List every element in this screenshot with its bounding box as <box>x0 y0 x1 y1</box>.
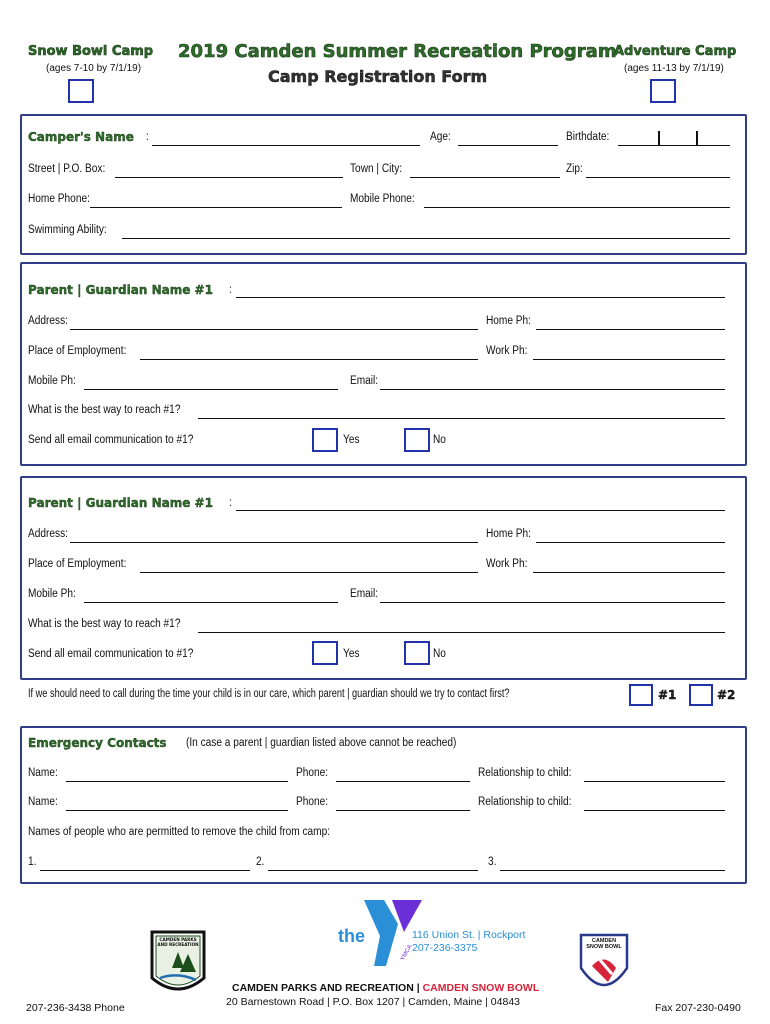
home-phone-field[interactable] <box>90 207 342 208</box>
footer-org-line <box>232 982 539 994</box>
emergency1-relationship-label: Relationship to child: <box>478 767 572 779</box>
guardian1-title-colon: : <box>229 284 232 296</box>
guardian1-title: Parent | Guardian Name #1 <box>28 283 213 297</box>
adventure-camp-ages: (ages 11-13 by 7/1/19) <box>624 63 724 74</box>
street-field[interactable] <box>115 177 343 178</box>
guardian1-email-label: Email: <box>350 375 379 387</box>
camper-name-colon: : <box>146 131 149 143</box>
guardian2-reach-label: What is the best way to reach #1? <box>28 618 181 630</box>
guardian1-yes-label: Yes <box>343 434 360 446</box>
guardian1-home-ph-field[interactable] <box>536 329 725 330</box>
emergency2-phone-label: Phone: <box>296 796 329 808</box>
guardian2-address-field[interactable] <box>70 542 478 543</box>
guardian1-work-ph-field[interactable] <box>533 359 725 360</box>
guardian2-mobile-ph-label: Mobile Ph: <box>28 588 76 600</box>
street-label: Street | P.O. Box: <box>28 163 106 175</box>
guardian2-employment-label: Place of Employment: <box>28 558 127 570</box>
camden-snow-bowl-logo-text: CAMDEN SNOW BOWL <box>586 938 622 950</box>
emergency1-phone-label: Phone: <box>296 767 329 779</box>
permitted-1-label: 1. <box>28 856 37 868</box>
footer-fax: Fax 207-230-0490 <box>655 1002 741 1014</box>
guardian2-mobile-ph-field[interactable] <box>84 602 338 603</box>
page-title: 2019 Camden Summer Recreation Program <box>178 41 617 62</box>
emergency1-relationship-field[interactable] <box>584 781 725 782</box>
camden-parks-logo-text: CAMDEN PARKS AND RECREATION <box>157 937 199 947</box>
guardian2-yes-checkbox[interactable] <box>312 641 338 665</box>
mobile-phone-field[interactable] <box>424 207 730 208</box>
guardian2-home-ph-label: Home Ph: <box>486 528 532 540</box>
emergency1-phone-field[interactable] <box>336 781 470 782</box>
guardian2-yes-label: Yes <box>343 648 360 660</box>
home-phone-label: Home Phone: <box>28 193 90 205</box>
guardian2-email-field[interactable] <box>380 602 725 603</box>
emergency1-name-label: Name: <box>28 767 58 779</box>
zip-label: Zip: <box>566 163 583 175</box>
age-field[interactable] <box>458 145 558 146</box>
camper-name-label: Camper's Name <box>28 130 134 144</box>
guardian1-name-field[interactable] <box>236 297 725 298</box>
snow-bowl-camp-checkbox[interactable] <box>68 79 94 103</box>
guardian2-reach-field[interactable] <box>198 632 725 633</box>
guardian1-employment-label: Place of Employment: <box>28 345 127 357</box>
contact-first-2-checkbox[interactable] <box>689 684 713 706</box>
guardian2-title-colon: : <box>229 497 232 509</box>
permitted-2-label: 2. <box>256 856 265 868</box>
guardian2-work-ph-label: Work Ph: <box>486 558 528 570</box>
emergency2-name-field[interactable] <box>66 810 288 811</box>
guardian1-address-label: Address: <box>28 315 68 327</box>
guardian1-work-ph-label: Work Ph: <box>486 345 528 357</box>
guardian2-home-ph-field[interactable] <box>536 542 725 543</box>
adventure-camp-title: Adventure Camp <box>614 44 737 59</box>
camden-snow-bowl-logo <box>578 932 630 998</box>
ymca-address: 116 Union St. | Rockport <box>412 929 526 941</box>
guardian1-email-field[interactable] <box>380 389 725 390</box>
birthdate-divider <box>658 131 660 145</box>
birthdate-divider <box>696 131 698 145</box>
permitted-1-field[interactable] <box>40 870 250 871</box>
permitted-3-field[interactable] <box>500 870 725 871</box>
guardian1-send-email-label: Send all email communication to #1? <box>28 434 194 446</box>
ymca-the: the <box>338 926 365 946</box>
contact-first-2-label: #2 <box>717 688 736 702</box>
footer-address: 20 Barnestown Road | P.O. Box 1207 | Camden, Maine | 04843 <box>226 996 521 1008</box>
guardian1-mobile-ph-field[interactable] <box>84 389 338 390</box>
swimming-label: Swimming Ability: <box>28 224 107 236</box>
adventure-camp-checkbox[interactable] <box>650 79 676 103</box>
footer-phone: 207-236-3438 Phone <box>26 1002 125 1014</box>
birthdate-field[interactable] <box>618 145 730 146</box>
permitted-2-field[interactable] <box>268 870 478 871</box>
ymca-small-text: YMCA <box>399 943 414 963</box>
guardian1-address-field[interactable] <box>70 329 478 330</box>
contact-first-1-label: #1 <box>658 688 677 702</box>
snow-bowl-camp-title: Snow Bowl Camp <box>28 44 154 59</box>
guardian2-send-email-label: Send all email communication to #1? <box>28 648 194 660</box>
emergency2-name-label: Name: <box>28 796 58 808</box>
emergency2-phone-field[interactable] <box>336 810 470 811</box>
emergency-title: Emergency Contacts <box>28 736 167 750</box>
snow-bowl-ages: (ages 7-10 by 7/1/19) <box>46 63 142 74</box>
guardian2-employment-field[interactable] <box>140 572 478 573</box>
age-label: Age: <box>430 131 451 143</box>
footer-org-parks: CAMDEN PARKS AND RECREATION <box>232 982 414 994</box>
town-label: Town | City: <box>350 163 403 175</box>
permitted-3-label: 3. <box>488 856 497 868</box>
permitted-label: Names of people who are permitted to remove the child from camp: <box>28 826 331 838</box>
form-title: Camp Registration Form <box>268 67 488 86</box>
emergency2-relationship-field[interactable] <box>584 810 725 811</box>
emergency2-relationship-label: Relationship to child: <box>478 796 572 808</box>
birthdate-label: Birthdate: <box>566 131 610 143</box>
guardian2-name-field[interactable] <box>236 510 725 511</box>
ymca-phone: 207-236-3375 <box>412 942 478 954</box>
guardian1-no-checkbox[interactable] <box>404 428 430 452</box>
guardian2-no-label: No <box>433 648 446 660</box>
footer-org-sep: | <box>413 982 423 994</box>
emergency1-name-field[interactable] <box>66 781 288 782</box>
guardian2-work-ph-field[interactable] <box>533 572 725 573</box>
guardian1-yes-checkbox[interactable] <box>312 428 338 452</box>
camper-name-field[interactable] <box>152 145 420 146</box>
mobile-phone-label: Mobile Phone: <box>350 193 415 205</box>
guardian1-employment-field[interactable] <box>140 359 478 360</box>
town-field[interactable] <box>410 177 560 178</box>
guardian1-reach-field[interactable] <box>198 418 725 419</box>
guardian1-no-label: No <box>433 434 446 446</box>
guardian2-title: Parent | Guardian Name #1 <box>28 496 213 510</box>
swimming-field[interactable] <box>122 238 730 239</box>
camden-parks-logo <box>148 928 208 1000</box>
contact-first-1-checkbox[interactable] <box>629 684 653 706</box>
zip-field[interactable] <box>586 177 730 178</box>
emergency-note: (In case a parent | guardian listed above cannot be reached) <box>186 737 457 749</box>
guardian2-no-checkbox[interactable] <box>404 641 430 665</box>
contact-first-question: If we should need to call during the time your child is in our care, which parent | guardian should we try to contact first? <box>28 688 510 700</box>
guardian1-mobile-ph-label: Mobile Ph: <box>28 375 76 387</box>
guardian2-address-label: Address: <box>28 528 68 540</box>
guardian2-email-label: Email: <box>350 588 379 600</box>
footer-org-snowbowl: CAMDEN SNOW BOWL <box>422 982 540 994</box>
guardian1-reach-label: What is the best way to reach #1? <box>28 404 181 416</box>
guardian1-home-ph-label: Home Ph: <box>486 315 532 327</box>
